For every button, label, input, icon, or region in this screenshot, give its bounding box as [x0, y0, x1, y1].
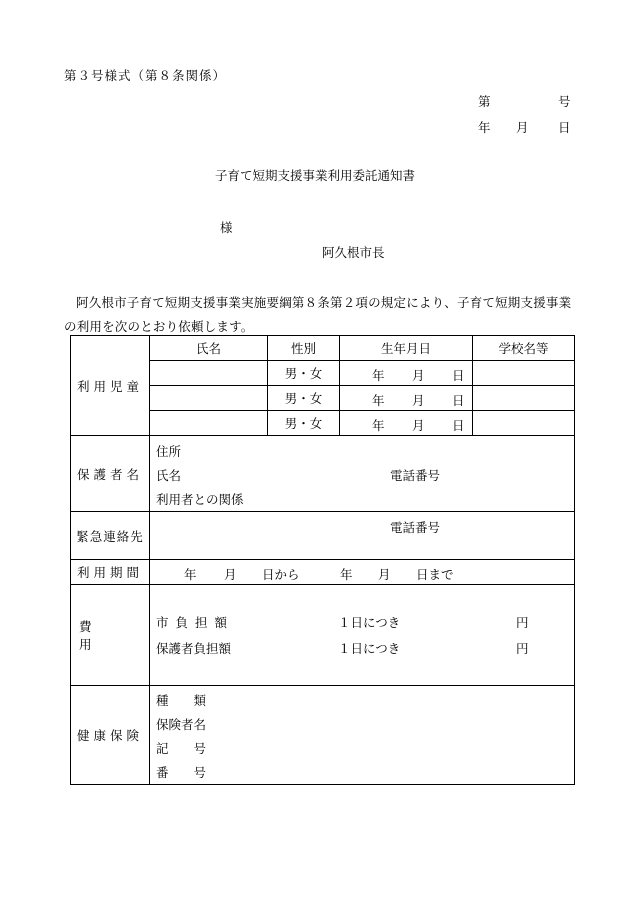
guardian-cell[interactable]: [150, 436, 575, 512]
emergency-cell[interactable]: [150, 512, 575, 560]
period-label: 利用期間: [71, 560, 150, 585]
child-birth-cell[interactable]: [340, 411, 473, 436]
guardian-phone: 電話番号: [390, 468, 441, 483]
birth-month: 月: [412, 393, 425, 408]
child-school-cell[interactable]: [473, 411, 575, 436]
period-to: 日まで: [416, 567, 454, 582]
guardian-per-day: １日につき: [338, 641, 401, 656]
period-cell[interactable]: [150, 560, 575, 585]
cost-label-cell: [71, 585, 150, 686]
city-per-day: １日につき: [338, 615, 401, 630]
child-name-cell[interactable]: [150, 361, 268, 386]
guardian-label: 保護者名: [71, 436, 150, 512]
guardian-name: 氏名: [156, 468, 182, 483]
birth-month: 月: [412, 368, 425, 383]
col-birth: 生年月日: [340, 336, 473, 361]
period-row: [71, 560, 575, 585]
period-month-to: 月: [378, 567, 391, 582]
page-title: 子育て短期支援事業利用委託通知書: [214, 168, 415, 183]
birth-year: 年: [372, 418, 385, 433]
insurance-symbol: 記号: [156, 741, 232, 756]
birth-month: 月: [412, 418, 425, 433]
no-prefix: 第: [478, 94, 491, 109]
birth-year: 年: [372, 393, 385, 408]
col-sex: 性別: [268, 336, 340, 361]
emergency-label: 緊急連絡先: [71, 512, 150, 560]
form-number: 第３号様式（第８条関係）: [64, 68, 227, 83]
child-sex-cell[interactable]: 男・女: [268, 411, 340, 436]
child-sex-cell[interactable]: 男・女: [268, 386, 340, 411]
birth-year: 年: [372, 368, 385, 383]
guardian-address: 住所: [156, 444, 182, 459]
cost-cell[interactable]: [150, 585, 575, 686]
recipient-suffix: 様: [220, 220, 233, 235]
date-year: 年: [478, 120, 491, 135]
emergency-phone: 電話番号: [390, 520, 441, 535]
birth-day: 日: [452, 418, 465, 433]
cost-label: 費用: [79, 619, 136, 652]
child-birth-cell[interactable]: [340, 361, 473, 386]
body-text: 阿久根市子育て短期支援事業実施要綱第８条第２項の規定により、子育て短期支援事業の利用を次のとおり依頼します。: [64, 295, 572, 334]
child-school-cell[interactable]: [473, 386, 575, 411]
emergency-row: [71, 512, 575, 560]
period-month-from: 月: [224, 567, 237, 582]
city-burden: 市負担額: [156, 615, 235, 630]
insurance-type: 種類: [156, 693, 232, 708]
request-table: [70, 335, 575, 785]
children-label: 利用児童: [71, 336, 150, 436]
guardian-relation: 利用者との関係: [156, 492, 244, 507]
child-name-cell[interactable]: [150, 386, 268, 411]
insurance-label: 健康保険: [71, 686, 150, 785]
no-suffix: 号: [558, 94, 571, 109]
city-yen: 円: [516, 615, 529, 630]
guardian-burden: 保護者負担額: [156, 641, 232, 656]
period-from: 日から: [262, 567, 300, 582]
insurance-number: 番号: [156, 765, 232, 780]
col-name: 氏名: [150, 336, 268, 361]
date-day: 日: [558, 120, 571, 135]
birth-day: 日: [452, 393, 465, 408]
period-year-to: 年: [340, 567, 353, 582]
birth-day: 日: [452, 368, 465, 383]
guardian-yen: 円: [516, 641, 529, 656]
child-name-cell[interactable]: [150, 411, 268, 436]
guardian-row: [71, 436, 575, 512]
cost-row: [71, 585, 575, 686]
sender-name: 阿久根市長: [322, 245, 385, 260]
child-birth-cell[interactable]: [340, 386, 473, 411]
child-school-cell[interactable]: [473, 361, 575, 386]
period-year-from: 年: [184, 567, 197, 582]
children-header-row: [71, 336, 575, 361]
date-month: 月: [516, 120, 529, 135]
child-sex-cell[interactable]: 男・女: [268, 361, 340, 386]
insurance-row: [71, 686, 575, 785]
col-school: 学校名等: [473, 336, 575, 361]
insurance-cell[interactable]: [150, 686, 575, 785]
insurance-insurer: 保険者名: [156, 717, 207, 732]
